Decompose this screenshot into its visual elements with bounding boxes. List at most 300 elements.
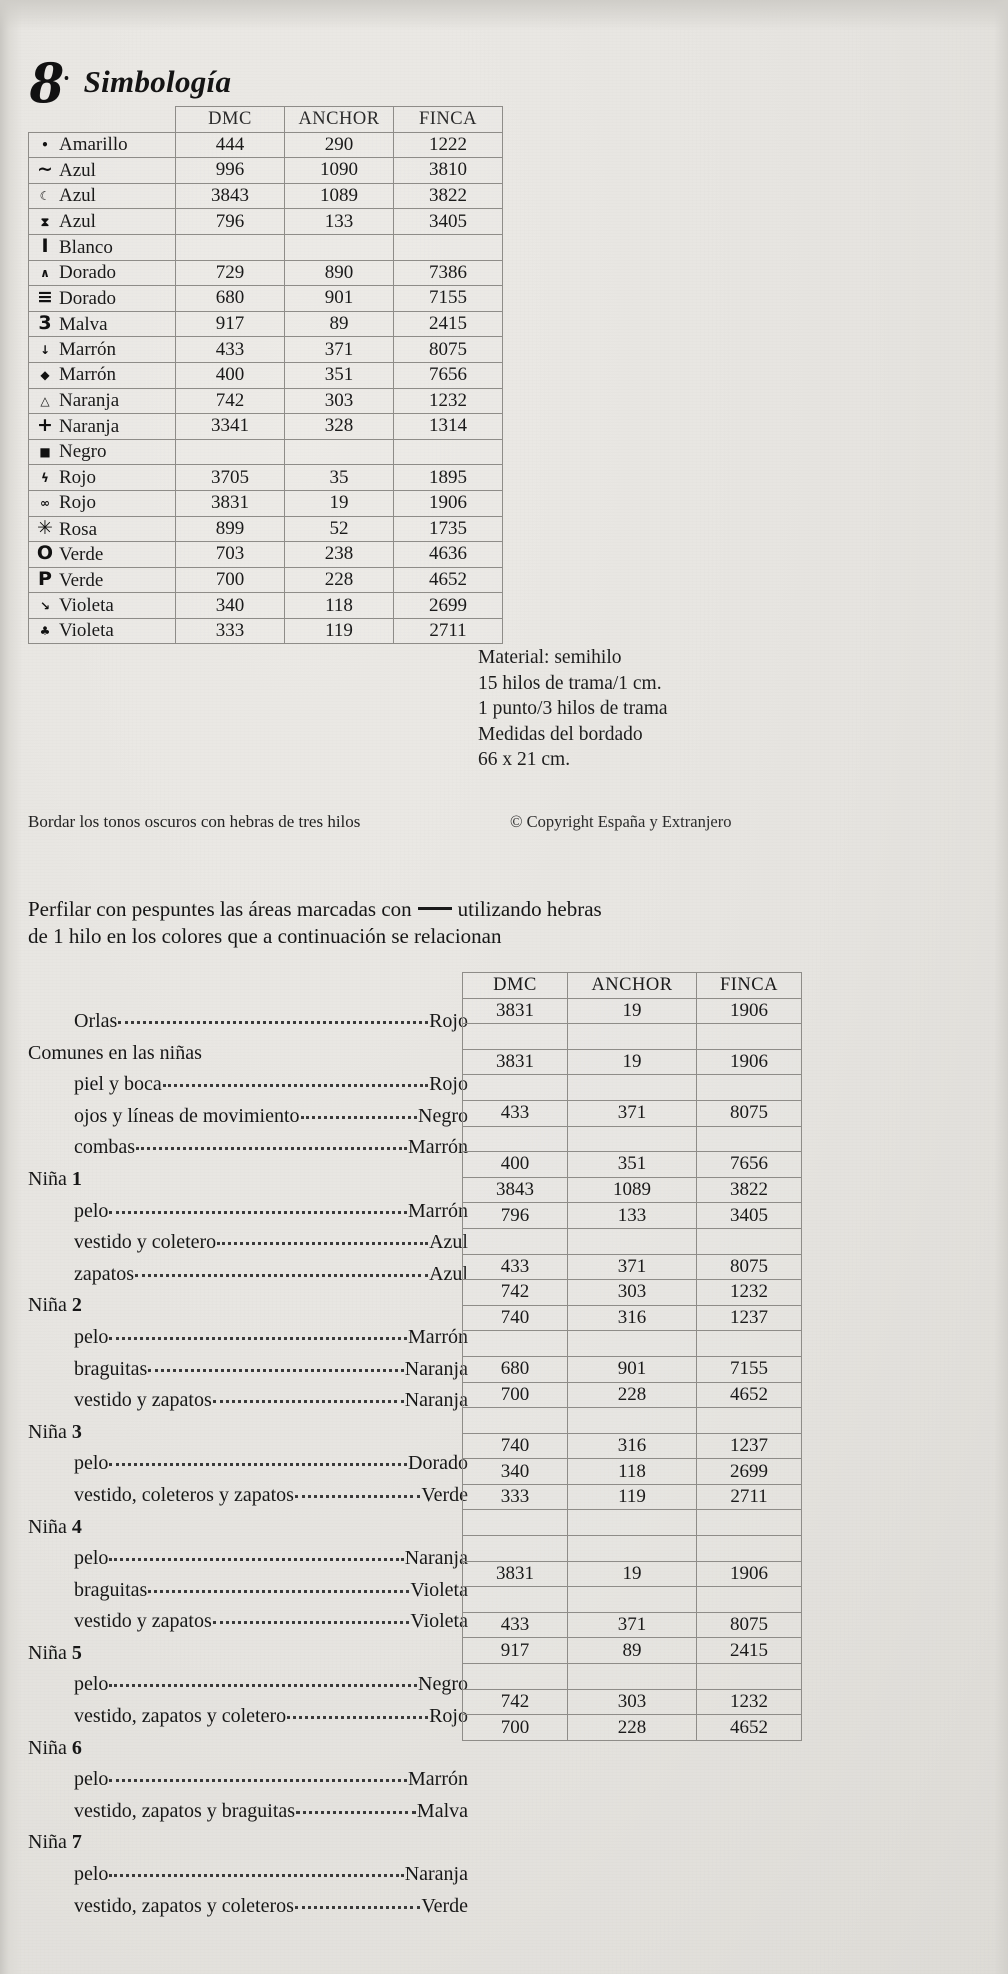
outline-list-item <box>28 1196 468 1228</box>
outline-anchor-cell: 901 <box>568 1356 697 1382</box>
part-color-value: Verde <box>421 1894 468 1917</box>
symbology-anchor-cell: 238 <box>285 542 394 568</box>
table-row <box>463 1536 802 1562</box>
outline-finca-cell: 3405 <box>697 1203 802 1229</box>
table-row <box>29 542 503 568</box>
outline-finca-cell: 1906 <box>697 998 802 1024</box>
outline-finca-cell: 2699 <box>697 1459 802 1485</box>
outline-group-heading <box>28 1038 468 1070</box>
leader-dots <box>118 1007 428 1024</box>
color-name: Verde <box>59 544 104 566</box>
leader-dots <box>287 1702 428 1719</box>
table-row <box>29 209 503 235</box>
symbology-table <box>28 106 503 644</box>
table-row <box>463 1561 802 1587</box>
outline-finca-cell: 1906 <box>697 1049 802 1075</box>
outline-dmc-cell: 740 <box>463 1305 568 1331</box>
outline-group-heading <box>28 1417 468 1449</box>
outline-dmc-cell: 740 <box>463 1433 568 1459</box>
outline-col-finca: FINCA <box>697 973 802 999</box>
part-label: piel y boca <box>74 1073 162 1096</box>
outline-finca-cell <box>697 1664 802 1690</box>
symbology-color-cell <box>29 388 176 414</box>
part-color-value: Malva <box>416 1799 468 1822</box>
leader-dots <box>148 1355 403 1372</box>
leader-dots <box>109 1765 407 1782</box>
table-row <box>29 337 503 363</box>
outline-anchor-cell: 228 <box>568 1715 697 1741</box>
material-line: 15 hilos de trama/1 cm. <box>478 672 662 694</box>
stitch-symbol-icon: ~ <box>37 158 53 181</box>
outline-dmc-cell <box>463 1126 568 1152</box>
symbology-color-cell <box>29 286 176 312</box>
color-name: Naranja <box>59 416 120 438</box>
part-label: braguitas <box>74 1578 148 1601</box>
outline-list-item <box>28 1448 468 1480</box>
part-label: pelo <box>74 1673 109 1696</box>
color-name: Rojo <box>59 466 96 488</box>
symbology-finca-cell: 4636 <box>394 542 503 568</box>
outline-color-list <box>28 1006 468 1922</box>
table-row <box>463 1408 802 1434</box>
group-number: 4 <box>71 1515 82 1538</box>
symbology-dmc-cell: 703 <box>176 542 285 568</box>
page-header <box>28 51 232 115</box>
symbology-anchor-cell: 303 <box>285 388 394 414</box>
outline-finca-cell <box>697 1075 802 1101</box>
group-number: 5 <box>71 1641 82 1664</box>
part-label: vestido y zapatos <box>74 1389 212 1412</box>
table-row <box>29 567 503 593</box>
part-color-value: Naranja <box>404 1863 468 1886</box>
table-row <box>463 1356 802 1382</box>
symbology-anchor-cell: 89 <box>285 311 394 337</box>
symbology-dmc-cell: 3341 <box>176 414 285 440</box>
part-color-value: Rojo <box>429 1705 468 1728</box>
table-row <box>463 1228 802 1254</box>
leader-dots <box>136 1133 407 1150</box>
table-row <box>463 1126 802 1152</box>
symbology-dmc-cell: 899 <box>176 516 285 542</box>
symbology-color-cell <box>29 234 176 260</box>
outline-dmc-cell: 340 <box>463 1459 568 1485</box>
outline-list-item <box>28 1385 468 1417</box>
outline-anchor-cell <box>568 1408 697 1434</box>
outline-anchor-cell: 371 <box>568 1100 697 1126</box>
part-label: ojos y líneas de movimiento <box>74 1104 300 1127</box>
symbology-anchor-cell: 890 <box>285 260 394 286</box>
group-label: Niña <box>28 1167 67 1190</box>
outline-anchor-cell: 118 <box>568 1459 697 1485</box>
outline-dmc-cell <box>463 1228 568 1254</box>
perfilar-paragraph <box>28 896 980 950</box>
outline-dmc-cell: 742 <box>463 1689 568 1715</box>
outline-anchor-cell: 371 <box>568 1612 697 1638</box>
symbology-anchor-cell: 119 <box>285 618 394 644</box>
part-color-value: Rojo <box>429 1073 468 1096</box>
color-name: Dorado <box>59 261 116 283</box>
part-color-value: Violeta <box>410 1578 468 1601</box>
symbology-col-anchor: ANCHOR <box>285 107 394 133</box>
color-name: Azul <box>59 210 96 232</box>
table-row <box>29 414 503 440</box>
table-row <box>29 286 503 312</box>
symbology-anchor-cell: 35 <box>285 465 394 491</box>
symbology-dmc-cell: 742 <box>176 388 285 414</box>
outline-finca-cell: 1906 <box>697 1561 802 1587</box>
outline-finca-cell <box>697 1408 802 1434</box>
outline-anchor-cell <box>568 1587 697 1613</box>
symbology-dmc-cell: 917 <box>176 311 285 337</box>
outline-list-item <box>28 1701 468 1733</box>
outline-finca-cell: 8075 <box>697 1100 802 1126</box>
symbology-color-cell <box>29 311 176 337</box>
part-label: vestido, zapatos y coleteros <box>74 1894 294 1917</box>
outline-dmc-cell: 796 <box>463 1203 568 1229</box>
symbology-dmc-cell: 3843 <box>176 183 285 209</box>
color-name: Naranja <box>59 389 120 411</box>
outline-dmc-cell <box>463 1331 568 1357</box>
group-label: Niña <box>28 1831 67 1854</box>
stitch-symbol-icon: ↘ <box>39 598 51 613</box>
part-color-value: Negro <box>418 1673 468 1696</box>
outline-list-item <box>28 1354 468 1386</box>
material-info <box>478 645 668 773</box>
outline-anchor-cell: 351 <box>568 1152 697 1178</box>
table-row <box>463 1100 802 1126</box>
part-label: combas <box>74 1136 136 1159</box>
outline-finca-cell: 2711 <box>697 1484 802 1510</box>
symbology-finca-cell: 7386 <box>394 260 503 286</box>
group-number: 6 <box>71 1736 82 1759</box>
leader-dots <box>296 1797 416 1814</box>
outline-col-anchor: ANCHOR <box>568 973 697 999</box>
outline-dmc-cell <box>463 1510 568 1536</box>
table-row <box>463 1664 802 1690</box>
outline-list-item <box>28 1859 468 1891</box>
table-row <box>463 1203 802 1229</box>
table-row <box>463 1510 802 1536</box>
part-color-value: Azul <box>429 1262 468 1285</box>
outline-group-heading <box>28 1827 468 1859</box>
material-line: 66 x 21 cm. <box>478 749 571 770</box>
part-color-value: Marrón <box>408 1136 468 1159</box>
part-color-value: Marrón <box>408 1325 468 1348</box>
symbology-dmc-cell <box>176 234 285 260</box>
footer-note: Bordar los tonos oscuros con hebras de tres hilos <box>28 812 361 831</box>
outline-list-item <box>28 1543 468 1575</box>
group-label: Niña <box>28 1641 67 1664</box>
symbology-dmc-cell: 340 <box>176 593 285 619</box>
outline-finca-cell: 8075 <box>697 1254 802 1280</box>
outline-anchor-cell: 1089 <box>568 1177 697 1203</box>
symbology-color-cell <box>29 439 176 465</box>
outline-finca-cell: 4652 <box>697 1715 802 1741</box>
outline-dmc-cell: 3831 <box>463 998 568 1024</box>
outline-anchor-cell: 316 <box>568 1433 697 1459</box>
symbology-color-cell <box>29 362 176 388</box>
outline-dmc-cell: 917 <box>463 1638 568 1664</box>
outline-anchor-cell: 316 <box>568 1305 697 1331</box>
symbology-anchor-cell: 290 <box>285 132 394 158</box>
table-row <box>463 998 802 1024</box>
symbology-anchor-cell: 1089 <box>285 183 394 209</box>
color-name: Azul <box>59 160 96 182</box>
outline-anchor-cell <box>568 1024 697 1050</box>
table-row <box>463 1612 802 1638</box>
symbology-anchor-cell: 19 <box>285 490 394 516</box>
symbology-dmc-cell: 3705 <box>176 465 285 491</box>
outline-list-item <box>28 1227 468 1259</box>
symbology-anchor-cell: 371 <box>285 337 394 363</box>
symbology-color-cell <box>29 209 176 235</box>
outline-dmc-cell: 700 <box>463 1715 568 1741</box>
symbology-color-cell <box>29 465 176 491</box>
symbology-finca-cell <box>394 439 503 465</box>
outline-anchor-cell <box>568 1536 697 1562</box>
symbology-finca-cell: 2415 <box>394 311 503 337</box>
symbology-color-cell <box>29 542 176 568</box>
part-color-value: Naranja <box>404 1357 468 1380</box>
leader-dots <box>109 1860 403 1877</box>
outline-dmc-cell: 3843 <box>463 1177 568 1203</box>
symbology-col-dmc: DMC <box>176 107 285 133</box>
leader-dots <box>213 1386 404 1403</box>
outline-list-item <box>28 1669 468 1701</box>
leader-dots <box>109 1449 407 1466</box>
table-row <box>463 1689 802 1715</box>
outline-anchor-cell: 19 <box>568 1561 697 1587</box>
outline-finca-cell <box>697 1331 802 1357</box>
part-label: vestido, zapatos y braguitas <box>74 1799 296 1822</box>
outline-dmc-cell <box>463 1024 568 1050</box>
table-row <box>463 1638 802 1664</box>
outline-finca-cell: 7155 <box>697 1356 802 1382</box>
outline-anchor-cell: 89 <box>568 1638 697 1664</box>
part-color-value: Negro <box>418 1104 468 1127</box>
outline-list-item <box>28 1006 468 1038</box>
outline-finca-cell <box>697 1587 802 1613</box>
symbology-dmc-cell: 700 <box>176 567 285 593</box>
table-row <box>29 490 503 516</box>
symbology-header-row <box>29 107 503 133</box>
outline-list-item <box>28 1575 468 1607</box>
outline-dmc-cell: 433 <box>463 1612 568 1638</box>
stitch-symbol-icon: ♣ <box>39 624 51 639</box>
ornament-icon <box>29 51 68 115</box>
color-name: Malva <box>59 314 108 336</box>
symbology-anchor-cell: 133 <box>285 209 394 235</box>
color-name: Violeta <box>59 594 114 616</box>
perfilar-line-2: de 1 hilo en los colores que a continuación se relacionan <box>28 924 502 948</box>
stitch-symbol-icon: ◆ <box>40 368 50 383</box>
part-label: pelo <box>74 1547 109 1570</box>
table-row <box>463 1433 802 1459</box>
group-number: 1 <box>71 1167 82 1190</box>
symbology-dmc-cell: 796 <box>176 209 285 235</box>
symbology-dmc-cell: 433 <box>176 337 285 363</box>
symbology-anchor-cell: 52 <box>285 516 394 542</box>
part-color-value: Marrón <box>408 1768 468 1791</box>
group-number: 7 <box>71 1831 82 1854</box>
leader-dots <box>213 1607 410 1624</box>
stitch-symbol-icon: ☾ <box>39 189 51 204</box>
group-number: 3 <box>71 1420 82 1443</box>
outline-anchor-cell: 228 <box>568 1382 697 1408</box>
backstitch-line-icon <box>418 907 452 910</box>
symbology-anchor-cell: 228 <box>285 567 394 593</box>
part-label: pelo <box>74 1768 109 1791</box>
outline-finca-cell: 1237 <box>697 1305 802 1331</box>
symbology-color-cell <box>29 158 176 184</box>
symbology-anchor-cell <box>285 234 394 260</box>
ornament-glyph: 8 <box>29 51 63 115</box>
part-label: zapatos <box>74 1262 134 1285</box>
table-row <box>29 439 503 465</box>
color-name: Marrón <box>59 338 116 360</box>
leader-dots <box>295 1481 420 1498</box>
outline-dmc-cell <box>463 1536 568 1562</box>
symbology-dmc-cell: 680 <box>176 286 285 312</box>
table-row <box>463 1484 802 1510</box>
leader-dots <box>109 1197 407 1214</box>
part-color-value: Rojo <box>429 1010 468 1032</box>
part-label: pelo <box>74 1452 109 1475</box>
table-row <box>29 388 503 414</box>
symbology-anchor-cell: 118 <box>285 593 394 619</box>
outline-list-item <box>28 1891 468 1923</box>
symbology-color-cell <box>29 183 176 209</box>
symbology-finca-cell: 7155 <box>394 286 503 312</box>
outline-finca-cell: 1232 <box>697 1280 802 1306</box>
group-label: Niña <box>28 1294 67 1317</box>
outline-group-heading <box>28 1512 468 1544</box>
outline-dmc-cell: 3831 <box>463 1049 568 1075</box>
outline-finca-cell <box>697 1024 802 1050</box>
outline-list-item <box>28 1132 468 1164</box>
table-row <box>29 465 503 491</box>
table-row <box>463 1587 802 1613</box>
stitch-symbol-icon: O <box>36 542 54 565</box>
symbology-finca-cell: 3822 <box>394 183 503 209</box>
stitch-symbol-icon: ∧ <box>40 265 50 280</box>
part-color-value: Naranja <box>404 1547 468 1570</box>
symbology-dmc-cell: 996 <box>176 158 285 184</box>
outline-group-heading <box>28 1733 468 1765</box>
outline-anchor-cell <box>568 1664 697 1690</box>
part-color-value: Azul <box>429 1231 468 1254</box>
table-row <box>29 132 503 158</box>
material-line: 1 punto/3 hilos de trama <box>478 698 668 719</box>
part-color-value: Marrón <box>408 1199 468 1222</box>
material-line: Medidas del bordado <box>478 723 643 745</box>
symbology-color-cell <box>29 618 176 644</box>
outline-thread-table <box>462 972 802 1741</box>
part-color-value: Dorado <box>408 1452 468 1475</box>
ornament-dot-icon <box>64 76 68 80</box>
outline-finca-cell: 8075 <box>697 1612 802 1638</box>
outline-dmc-cell: 433 <box>463 1254 568 1280</box>
stitch-symbol-icon: ■ <box>39 445 51 460</box>
symbology-dmc-cell: 3831 <box>176 490 285 516</box>
color-name: Verde <box>59 569 104 591</box>
table-row <box>29 593 503 619</box>
stitch-symbol-icon: ⧗ <box>40 214 50 229</box>
part-label: vestido, coleteros y zapatos <box>74 1483 294 1506</box>
table-row <box>463 1459 802 1485</box>
outline-anchor-cell: 133 <box>568 1203 697 1229</box>
table-row <box>463 1049 802 1075</box>
part-label: pelo <box>74 1199 109 1222</box>
outline-finca-cell: 1232 <box>697 1689 802 1715</box>
table-row <box>29 311 503 337</box>
outline-dmc-cell: 333 <box>463 1484 568 1510</box>
part-label: vestido y coletero <box>74 1231 217 1254</box>
outline-anchor-cell: 19 <box>568 998 697 1024</box>
symbology-finca-cell: 2711 <box>394 618 503 644</box>
symbology-finca-cell <box>394 234 503 260</box>
outline-anchor-cell: 303 <box>568 1689 697 1715</box>
table-row <box>29 362 503 388</box>
outline-finca-cell: 4652 <box>697 1382 802 1408</box>
outline-header-row <box>463 973 802 999</box>
leader-dots <box>295 1892 420 1909</box>
outline-group-heading <box>28 1638 468 1670</box>
color-name: Marrón <box>59 364 116 386</box>
stitch-symbol-icon: △ <box>40 393 50 408</box>
outline-dmc-cell: 433 <box>463 1100 568 1126</box>
perfilar-text-after: utilizando hebras <box>457 897 602 921</box>
stitch-symbol-icon: ∞ <box>40 496 50 511</box>
stitch-symbol-icon: ↓ <box>39 342 51 357</box>
outline-anchor-cell: 119 <box>568 1484 697 1510</box>
page-title: Simbología <box>83 64 232 100</box>
symbology-finca-cell: 3405 <box>394 209 503 235</box>
perfilar-text-before: Perfilar con pespuntes las áreas marcadas con <box>28 897 412 921</box>
table-row <box>29 618 503 644</box>
outline-finca-cell: 2415 <box>697 1638 802 1664</box>
outline-list-item <box>28 1606 468 1638</box>
outline-col-dmc: DMC <box>463 973 568 999</box>
outline-anchor-cell: 371 <box>568 1254 697 1280</box>
outline-anchor-cell: 303 <box>568 1280 697 1306</box>
symbology-dmc-cell: 333 <box>176 618 285 644</box>
table-row <box>29 158 503 184</box>
part-color-value: Verde <box>421 1483 468 1506</box>
material-line: Material: semihilo <box>478 647 622 668</box>
table-row <box>29 183 503 209</box>
table-row <box>463 1177 802 1203</box>
symbology-anchor-cell: 901 <box>285 286 394 312</box>
color-name: Negro <box>59 441 107 463</box>
symbology-dmc-cell: 444 <box>176 132 285 158</box>
leader-dots <box>301 1102 417 1119</box>
stitch-symbol-icon: I <box>41 235 49 258</box>
symbology-color-cell <box>29 414 176 440</box>
leader-dots <box>163 1070 428 1087</box>
symbology-finca-cell: 1232 <box>394 388 503 414</box>
color-name: Violeta <box>59 620 114 642</box>
outline-list-item <box>28 1764 468 1796</box>
color-name: Dorado <box>59 288 116 310</box>
outline-finca-cell: 1237 <box>697 1433 802 1459</box>
symbology-color-cell <box>29 490 176 516</box>
outline-finca-cell: 3822 <box>697 1177 802 1203</box>
outline-list-item <box>28 1259 468 1291</box>
symbology-finca-cell: 1735 <box>394 516 503 542</box>
leader-dots <box>109 1670 417 1687</box>
symbology-color-cell <box>29 593 176 619</box>
